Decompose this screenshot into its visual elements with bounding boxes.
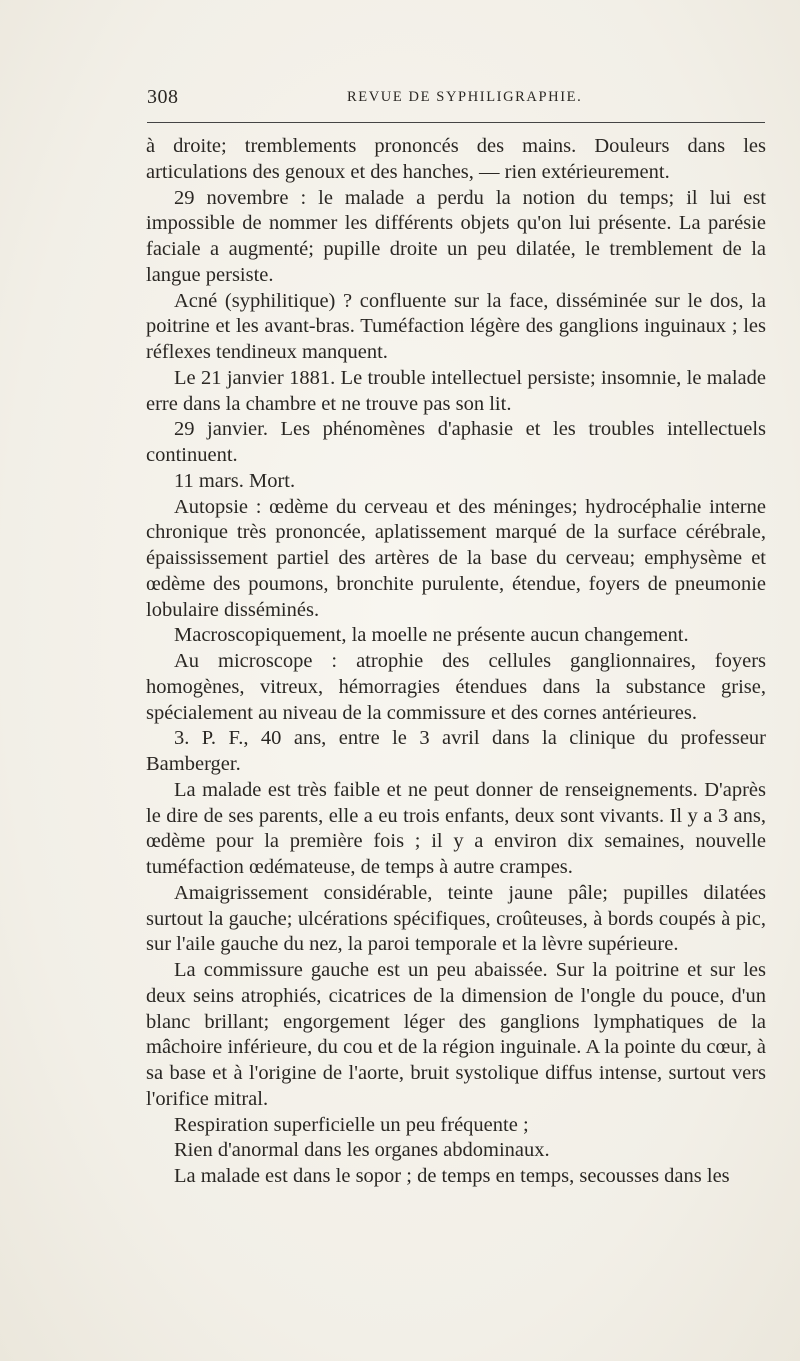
running-title: REVUE DE SYPHILIGRAPHIE. <box>347 89 583 105</box>
body-text <box>146 134 766 1190</box>
paragraph: Le 21 janvier 1881. Le trouble intellectuel persiste; insomnie, le malade erre dans la chambre et ne trouve pas son lit. <box>146 366 766 415</box>
paragraph: Autopsie : œdème du cerveau et des méninges; hydrocéphalie interne chronique très prononcée, aplatissement marqué de la surface cérébrale, épaississement partiel des artères de la base du cerveau; emphysème et œdème des poumons, bronchite purulente, étendue, foyers de pneumonie lobulaire disséminés. <box>146 495 766 621</box>
paragraph: Amaigrissement considérable, teinte jaune pâle; pupilles dilatées surtout la gauche; ulcérations spécifiques, croûteuses, à bords coupés à pic, sur l'aile gauche du nez, la paroi temporale et la lèvre supérieure. <box>146 881 766 956</box>
header-rule <box>147 122 765 123</box>
paragraph: 11 mars. Mort. <box>174 469 296 492</box>
paragraph: Au microscope : atrophie des cellules ganglionnaires, foyers homogènes, vitreux, hémorragies étendues dans la substance grise, spécialement au niveau de la commissure et des cornes antérieures. <box>146 650 766 724</box>
paragraph: La malade est dans le sopor ; de temps en temps, secousses dans les <box>174 1165 730 1187</box>
paragraph: 29 janvier. Les phénomènes d'aphasie et les troubles intellectuels continuent. <box>146 418 766 466</box>
page-header <box>147 86 765 110</box>
paragraph: Rien d'anormal dans les organes abdominaux. <box>174 1139 550 1162</box>
paragraph: La commissure gauche est un peu abaissée. Sur la poitrine et sur les deux seins atrophiés, cicatrices de la dimension de l'ongle du pouce, d'un blanc brillant; engorgement léger des ganglions lymphatiques de la mâchoire inférieure, du cou et de la région inguinale. A la pointe du cœur, à sa base et à l'origine de l'aorte, bruit systolique diffus intense, surtout vers l'orifice mitral. <box>146 959 766 1110</box>
paragraph: 29 novembre : le malade a perdu la notion du temps; il lui est impossible de nommer les différents objets qu'on lui présente. La parésie faciale a augmenté; pupille droite un peu dilatée, le tremblement de la langue persiste. <box>146 186 766 286</box>
paragraph: Macroscopiquement, la moelle ne présente aucun changement. <box>174 624 689 647</box>
paragraph: Respiration superficielle un peu fréquente ; <box>174 1113 529 1136</box>
paragraph: Acné (syphilitique) ? confluente sur la face, disséminée sur le dos, la poitrine et les avant-bras. Tuméfaction légère des ganglions inguinaux ; les réflexes tendineux manquent. <box>146 289 766 363</box>
paragraph: à droite; tremblements prononcés des mains. Douleurs dans les articulations des genoux et des hanches, — rien extérieurement. <box>146 135 766 183</box>
paragraph: La malade est très faible et ne peut donner de renseignements. D'après le dire de ses parents, elle a eu trois enfants, deux sont vivants. Il y a 3 ans, œdème pour la première fois ; il y a environ dix semaines, nouvelle tuméfaction œdémateuse, de temps à autre crampes. <box>146 778 766 878</box>
paragraph: 3. P. F., 40 ans, entre le 3 avril dans la clinique du professeur Bamberger. <box>146 727 766 775</box>
page-number: 308 <box>147 86 179 108</box>
